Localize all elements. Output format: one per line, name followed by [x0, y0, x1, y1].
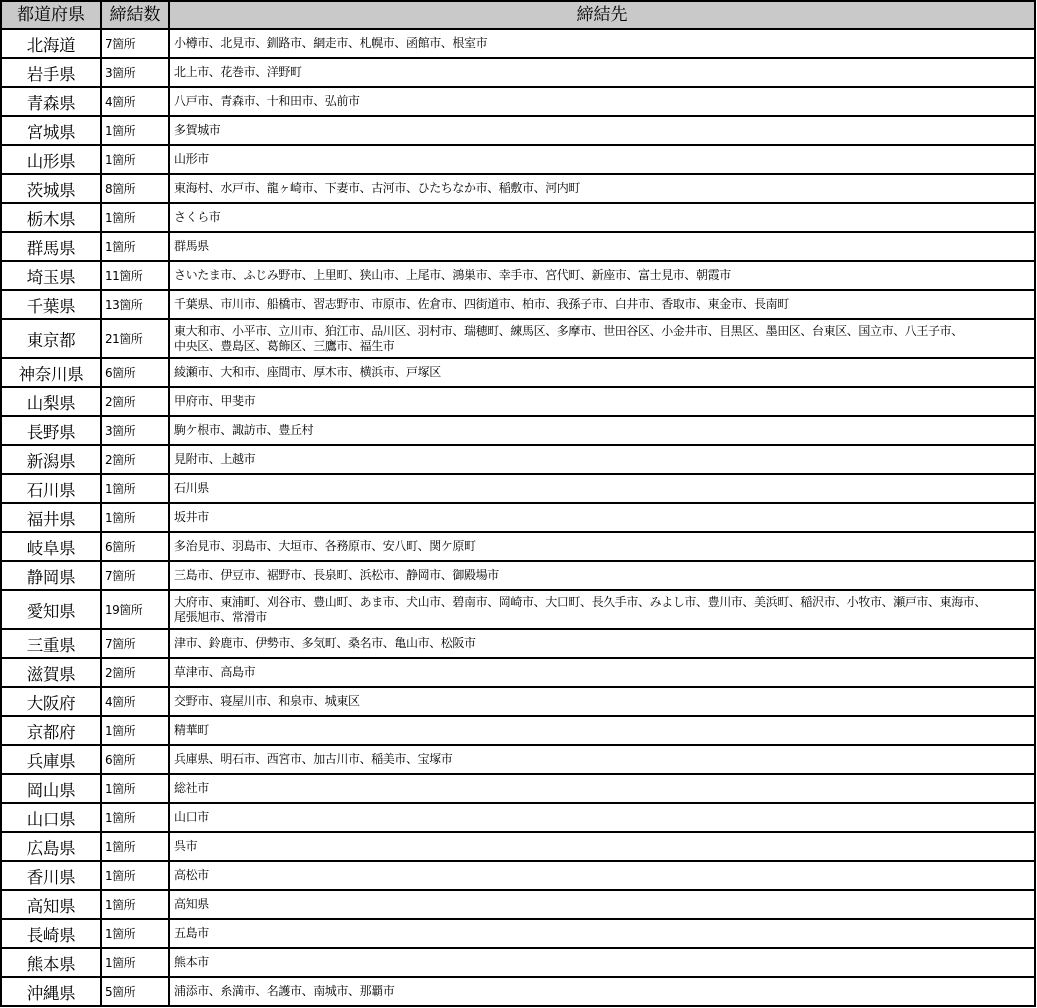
table-body	[1, 29, 1035, 1006]
count-cell: 4箇所	[101, 687, 169, 716]
partners-cell	[169, 58, 1035, 87]
partners-line: 中央区、豊島区、葛飾区、三鷹市、福生市	[174, 338, 395, 353]
table-header	[1, 1, 1035, 29]
header-row	[1, 1, 1035, 29]
table-row	[1, 977, 1035, 1006]
table-row	[1, 116, 1035, 145]
table-row	[1, 716, 1035, 745]
prefecture-cell: 福井県	[1, 503, 101, 532]
count-cell: 6箇所	[101, 532, 169, 561]
count-cell: 21箇所	[101, 319, 169, 358]
partners-line: 熊本市	[174, 955, 209, 969]
prefecture-cell: 京都府	[1, 716, 101, 745]
prefecture-cell: 栃木県	[1, 203, 101, 232]
partners-cell	[169, 416, 1035, 445]
prefecture-cell: 石川県	[1, 474, 101, 503]
partners-line: 坂井市	[174, 510, 209, 524]
partners-line: 高知県	[174, 897, 209, 911]
partners-cell	[169, 745, 1035, 774]
partners-cell	[169, 116, 1035, 145]
prefecture-cell: 三重県	[1, 629, 101, 658]
table-row	[1, 319, 1035, 358]
table-row	[1, 290, 1035, 319]
prefecture-cell: 千葉県	[1, 290, 101, 319]
prefecture-cell: 岡山県	[1, 774, 101, 803]
partners-cell	[169, 532, 1035, 561]
partners-line: さくら市	[174, 210, 221, 224]
partners-cell	[169, 629, 1035, 658]
partners-line: 山形市	[174, 152, 209, 166]
count-cell: 1箇所	[101, 861, 169, 890]
count-cell: 6箇所	[101, 745, 169, 774]
header-partners: 締結先	[169, 1, 1035, 29]
table-row	[1, 629, 1035, 658]
count-cell: 2箇所	[101, 445, 169, 474]
partners-line: 五島市	[174, 926, 209, 940]
prefecture-cell: 長野県	[1, 416, 101, 445]
count-cell: 11箇所	[101, 261, 169, 290]
count-cell: 7箇所	[101, 629, 169, 658]
prefecture-cell: 岐阜県	[1, 532, 101, 561]
partners-line: 総社市	[174, 781, 209, 795]
table-row	[1, 358, 1035, 387]
header-prefecture: 都道府県	[1, 1, 101, 29]
count-cell: 7箇所	[101, 561, 169, 590]
count-cell: 1箇所	[101, 474, 169, 503]
count-cell: 5箇所	[101, 977, 169, 1006]
header-count: 締結数	[101, 1, 169, 29]
partners-cell	[169, 561, 1035, 590]
partners-cell	[169, 687, 1035, 716]
prefecture-cell: 大阪府	[1, 687, 101, 716]
partners-line: 北上市、花巻市、洋野町	[174, 65, 302, 79]
count-cell: 19箇所	[101, 590, 169, 629]
partners-line: 草津市、高島市	[174, 665, 256, 679]
partners-cell	[169, 261, 1035, 290]
count-cell: 3箇所	[101, 416, 169, 445]
partners-cell	[169, 977, 1035, 1006]
partners-line: 千葉県、市川市、船橋市、習志野市、市原市、佐倉市、四街道市、柏市、我孫子市、白井市、香取市、東金市、長南町	[174, 297, 789, 311]
partners-line: 綾瀬市、大和市、座間市、厚木市、横浜市、戸塚区	[174, 365, 441, 379]
partners-line: 駒ケ根市、諏訪市、豊丘村	[174, 423, 314, 437]
partners-line: 石川県	[174, 481, 209, 495]
partners-cell	[169, 358, 1035, 387]
prefecture-cell: 東京都	[1, 319, 101, 358]
prefecture-cell: 埼玉県	[1, 261, 101, 290]
partners-line: 交野市、寝屋川市、和泉市、城東区	[174, 694, 360, 708]
table-row	[1, 687, 1035, 716]
partners-line: 兵庫県、明石市、西宮市、加古川市、稲美市、宝塚市	[174, 752, 453, 766]
count-cell: 7箇所	[101, 29, 169, 58]
table-row	[1, 803, 1035, 832]
table-row	[1, 861, 1035, 890]
partners-line: 精華町	[174, 723, 209, 737]
prefecture-cell: 山形県	[1, 145, 101, 174]
partners-cell	[169, 919, 1035, 948]
table-row	[1, 658, 1035, 687]
count-cell: 3箇所	[101, 58, 169, 87]
partners-cell	[169, 290, 1035, 319]
prefecture-cell: 山口県	[1, 803, 101, 832]
partners-cell	[169, 503, 1035, 532]
partners-line: 多治見市、羽島市、大垣市、各務原市、安八町、関ケ原町	[174, 539, 476, 553]
count-cell: 2箇所	[101, 658, 169, 687]
count-cell: 1箇所	[101, 774, 169, 803]
count-cell: 1箇所	[101, 803, 169, 832]
partners-line: 尾張旭市、常滑市	[174, 609, 267, 624]
prefecture-cell: 長崎県	[1, 919, 101, 948]
partners-line: 見附市、上越市	[174, 452, 256, 466]
count-cell: 8箇所	[101, 174, 169, 203]
table-row	[1, 890, 1035, 919]
partners-cell	[169, 29, 1035, 58]
count-cell: 1箇所	[101, 832, 169, 861]
table-row	[1, 774, 1035, 803]
prefecture-cell: 香川県	[1, 861, 101, 890]
count-cell: 6箇所	[101, 358, 169, 387]
partners-line: 東海村、水戸市、龍ヶ崎市、下妻市、古河市、ひたちなか市、稲敷市、河内町	[174, 181, 581, 195]
prefecture-cell: 北海道	[1, 29, 101, 58]
table-row	[1, 532, 1035, 561]
prefecture-cell: 山梨県	[1, 387, 101, 416]
partners-line: 東大和市、小平市、立川市、狛江市、品川区、羽村市、瑞穂町、練馬区、多摩市、世田谷区、小金井市、目黒区、墨田区、台東区、国立市、八王子市、	[174, 323, 963, 338]
prefecture-cell: 高知県	[1, 890, 101, 919]
partners-cell	[169, 87, 1035, 116]
table-row	[1, 745, 1035, 774]
partners-line: 浦添市、糸満市、名護市、南城市、那覇市	[174, 984, 395, 998]
table-row	[1, 261, 1035, 290]
partners-cell	[169, 774, 1035, 803]
table-row	[1, 919, 1035, 948]
partners-cell	[169, 319, 1035, 358]
prefecture-cell: 熊本県	[1, 948, 101, 977]
partners-line: 高松市	[174, 868, 209, 882]
table-row	[1, 203, 1035, 232]
table-row	[1, 832, 1035, 861]
prefecture-cell: 宮城県	[1, 116, 101, 145]
partners-line: 三島市、伊豆市、裾野市、長泉町、浜松市、静岡市、御殿場市	[174, 568, 499, 582]
table-row	[1, 145, 1035, 174]
table-row	[1, 29, 1035, 58]
count-cell: 1箇所	[101, 503, 169, 532]
prefecture-cell: 愛知県	[1, 590, 101, 629]
count-cell: 1箇所	[101, 919, 169, 948]
table-row	[1, 445, 1035, 474]
partners-cell	[169, 145, 1035, 174]
table-row	[1, 87, 1035, 116]
partners-cell	[169, 861, 1035, 890]
count-cell: 4箇所	[101, 87, 169, 116]
prefecture-cell: 沖縄県	[1, 977, 101, 1006]
partners-line: 山口市	[174, 810, 209, 824]
partners-cell	[169, 387, 1035, 416]
partners-line: 呉市	[174, 839, 198, 853]
table-row	[1, 416, 1035, 445]
count-cell: 1箇所	[101, 203, 169, 232]
count-cell: 1箇所	[101, 890, 169, 919]
partners-cell	[169, 590, 1035, 629]
table-row	[1, 58, 1035, 87]
prefecture-cell: 神奈川県	[1, 358, 101, 387]
partners-line: 八戸市、青森市、十和田市、弘前市	[174, 94, 360, 108]
partners-cell	[169, 948, 1035, 977]
partners-cell	[169, 203, 1035, 232]
partners-cell	[169, 232, 1035, 261]
count-cell: 1箇所	[101, 116, 169, 145]
partners-cell	[169, 890, 1035, 919]
partners-line: 津市、鈴鹿市、伊勢市、多気町、桑名市、亀山市、松阪市	[174, 636, 476, 650]
table-row	[1, 387, 1035, 416]
count-cell: 1箇所	[101, 716, 169, 745]
prefecture-cell: 新潟県	[1, 445, 101, 474]
partners-cell	[169, 658, 1035, 687]
count-cell: 13箇所	[101, 290, 169, 319]
partners-cell	[169, 832, 1035, 861]
prefecture-cell: 静岡県	[1, 561, 101, 590]
partners-line: 甲府市、甲斐市	[174, 394, 256, 408]
prefecture-cell: 兵庫県	[1, 745, 101, 774]
prefecture-cell: 群馬県	[1, 232, 101, 261]
table-row	[1, 474, 1035, 503]
partners-cell	[169, 474, 1035, 503]
count-cell: 1箇所	[101, 145, 169, 174]
partners-cell	[169, 445, 1035, 474]
count-cell: 2箇所	[101, 387, 169, 416]
partners-line: 群馬県	[174, 239, 209, 253]
partners-line: 小樽市、北見市、釧路市、網走市、札幌市、函館市、根室市	[174, 36, 488, 50]
partners-line: さいたま市、ふじみ野市、上里町、狭山市、上尾市、鴻巣市、幸手市、宮代町、新座市、富士見市、朝霞市	[174, 268, 731, 282]
count-cell: 1箇所	[101, 232, 169, 261]
partners-cell	[169, 174, 1035, 203]
table-row	[1, 561, 1035, 590]
prefecture-cell: 青森県	[1, 87, 101, 116]
partners-cell	[169, 716, 1035, 745]
table-row	[1, 174, 1035, 203]
table-row	[1, 590, 1035, 629]
partners-line: 大府市、東浦町、刈谷市、豊山町、あま市、犬山市、碧南市、岡崎市、大口町、長久手市、みよし市、豊川市、美浜町、稲沢市、小牧市、瀬戸市、東海市、	[174, 594, 987, 609]
table-row	[1, 503, 1035, 532]
prefecture-cell: 滋賀県	[1, 658, 101, 687]
table-row	[1, 948, 1035, 977]
prefecture-cell: 岩手県	[1, 58, 101, 87]
partners-line: 多賀城市	[174, 123, 221, 137]
table-row	[1, 232, 1035, 261]
prefecture-cell: 茨城県	[1, 174, 101, 203]
prefecture-cell: 広島県	[1, 832, 101, 861]
partners-cell	[169, 803, 1035, 832]
count-cell: 1箇所	[101, 948, 169, 977]
